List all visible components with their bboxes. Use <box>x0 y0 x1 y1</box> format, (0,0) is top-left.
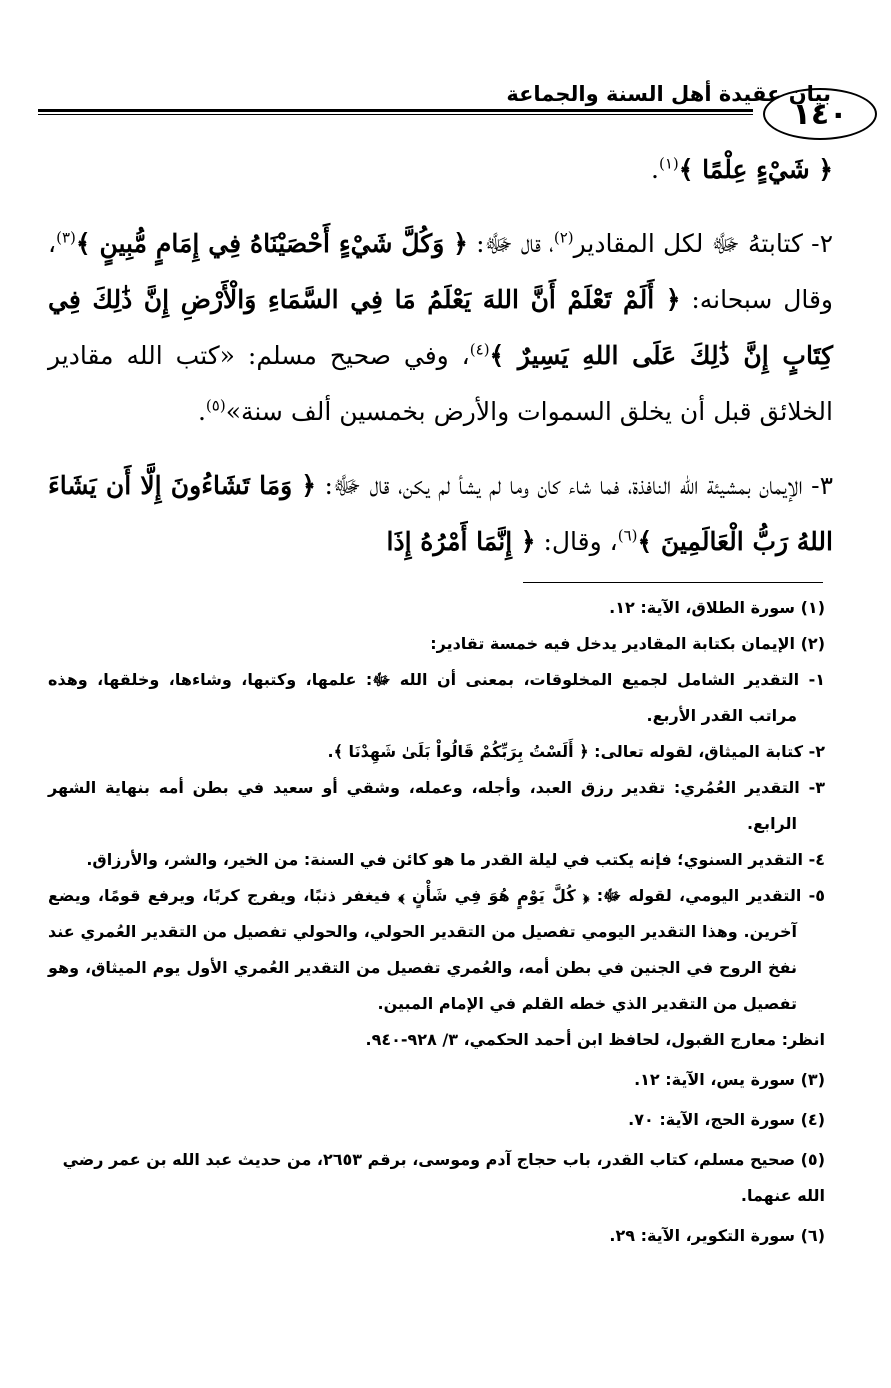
quran-verse: ﴿ شَيْءٍ عِلْمًا ﴾ <box>678 155 833 184</box>
footnote-1: (١) سورة الطلاق، الآية: ١٢. <box>609 598 825 617</box>
quran-verse: ﴿ وَمَا تَشَاءُونَ إِلَّا أَن يَشَاءَ اللهُ رَبُّ الْعَالَمِينَ ﴾ <box>48 471 833 556</box>
punctuation: . <box>197 397 206 426</box>
footnote-ref: (٤) <box>469 340 490 359</box>
paragraph-3 <box>48 458 833 570</box>
footnote-ref: (٣) <box>56 228 76 247</box>
footnote-2-item: ٥- التقدير اليومي، لقوله ﷻ: ﴿ كُلَّ يَوْمٍ هُوَ فِي شَأْنٍ ﴾ فيغفر ذنبًا، ويفرج كربًا، ويرفع قومًا، ويضع آخرين. وهذا التقدير اليومي تفصيل من التقدير الحولي، والحولي تفصيل من التقدير العُمري عند نفخ الروح في الجنين في بطن أمه، والعُمري تفصيل من التقدير العُمري الأول يوم الميثاق، وهو تفصيل من التقدير الذي خطه القلم في الإمام المبين. <box>48 886 825 1013</box>
paragraph-text: ، قال ﷻ: <box>467 229 554 258</box>
footnote-ref: (١) <box>659 154 679 173</box>
footnote-2-item: ١- التقدير الشامل لجميع المخلوقات، بمعنى أن الله ﷻ: علمها، وكتبها، وشاءها، وخلقها، وهذه مراتب القدر الأربع. <box>48 670 825 725</box>
footnote-3: (٣) سورة يس، الآية: ١٢. <box>634 1070 825 1089</box>
footnote-ref: (٢) <box>553 228 574 247</box>
paragraph-text: ، وقال سبحانه: <box>48 229 833 314</box>
footnote-5: (٥) صحيح مسلم، كتاب القدر، باب حجاج آدم وموسى، برقم ٢٦٥٣، من حديث عبد الله بن عمر رضي الله عنهما. <box>62 1150 825 1205</box>
footnote-2-intro: (٢) الإيمان بكتابة المقادير يدخل فيه خمسة تقادير: <box>430 634 825 653</box>
quran-verse: ﴿ أَلَمْ تَعْلَمْ أَنَّ اللهَ يَعْلَمُ مَا فِي السَّمَاءِ وَالْأَرْضِ إِنَّ ذَٰلِكَ فِي كِتَابٍ إِنَّ ذَٰلِكَ عَلَى اللهِ يَسِيرٌ ﴾ <box>48 285 834 370</box>
running-header-title: بيان عقيدة أهل السنة والجماعة <box>506 82 831 106</box>
paragraph-text: ٢- كتابتهُ ﷻ لكل المقادير <box>573 229 833 258</box>
footnote-6: (٦) سورة التكوير، الآية: ٢٩. <box>609 1226 825 1245</box>
quran-verse: ﴿ إِنَّمَا أَمْرُهُ إِذَا <box>386 527 536 556</box>
paragraph-text: ، وقال: <box>535 527 618 556</box>
paragraph-text: ، وفي صحيح مسلم: «كتب الله مقادير الخلائق قبل أن يخلق السموات والأرض بخمسين ألف سنة» <box>48 341 833 426</box>
page-number: ١٤٠ <box>792 96 848 132</box>
footnote-2-item: ٣- التقدير العُمُري: تقدير رزق العبد، وأجله، وعمله، وشقي أو سعيد في بطن أمه بنهاية الشهر الرابع. <box>48 778 825 833</box>
footnote-2-item: ٢- كتابة الميثاق، لقوله تعالى: ﴿ أَلَسْتُ بِرَبِّكُمْ قَالُواْ بَلَىٰ شَهِدْنَا ﴾. <box>327 742 825 761</box>
footnote-ref: (٥) <box>205 396 226 415</box>
punctuation: . <box>651 155 659 184</box>
quran-verse: ﴿ وَكُلَّ شَيْءٍ أَحْصَيْنَاهُ فِي إِمَامٍ مُّبِينٍ ﴾ <box>75 229 468 258</box>
header-rule <box>38 109 753 115</box>
footnote-2-source: انظر: معارج القبول، لحافظ ابن أحمد الحكمي، ٣/ ٩٢٨-٩٤٠. <box>365 1030 825 1049</box>
footnote-4: (٤) سورة الحج، الآية: ٧٠. <box>628 1110 825 1129</box>
main-text <box>48 142 833 588</box>
paragraph-text: ٣- الإيمان بمشيئة الله النافذة، فما شاء كان وما لم يشأ لم يكن، قال ﷻ: <box>316 471 833 500</box>
footnotes <box>48 590 825 1258</box>
footnote-2-item: ٤- التقدير السنوي؛ فإنه يكتب في ليلة القدر ما هو كائن في السنة: من الخير، والشر، والأرزاق. <box>86 850 825 869</box>
page-header <box>38 82 848 132</box>
paragraph-continuation <box>48 142 833 198</box>
footnote-ref: (٦) <box>617 526 638 545</box>
paragraph-2 <box>48 216 833 440</box>
footnote-separator <box>523 582 823 583</box>
